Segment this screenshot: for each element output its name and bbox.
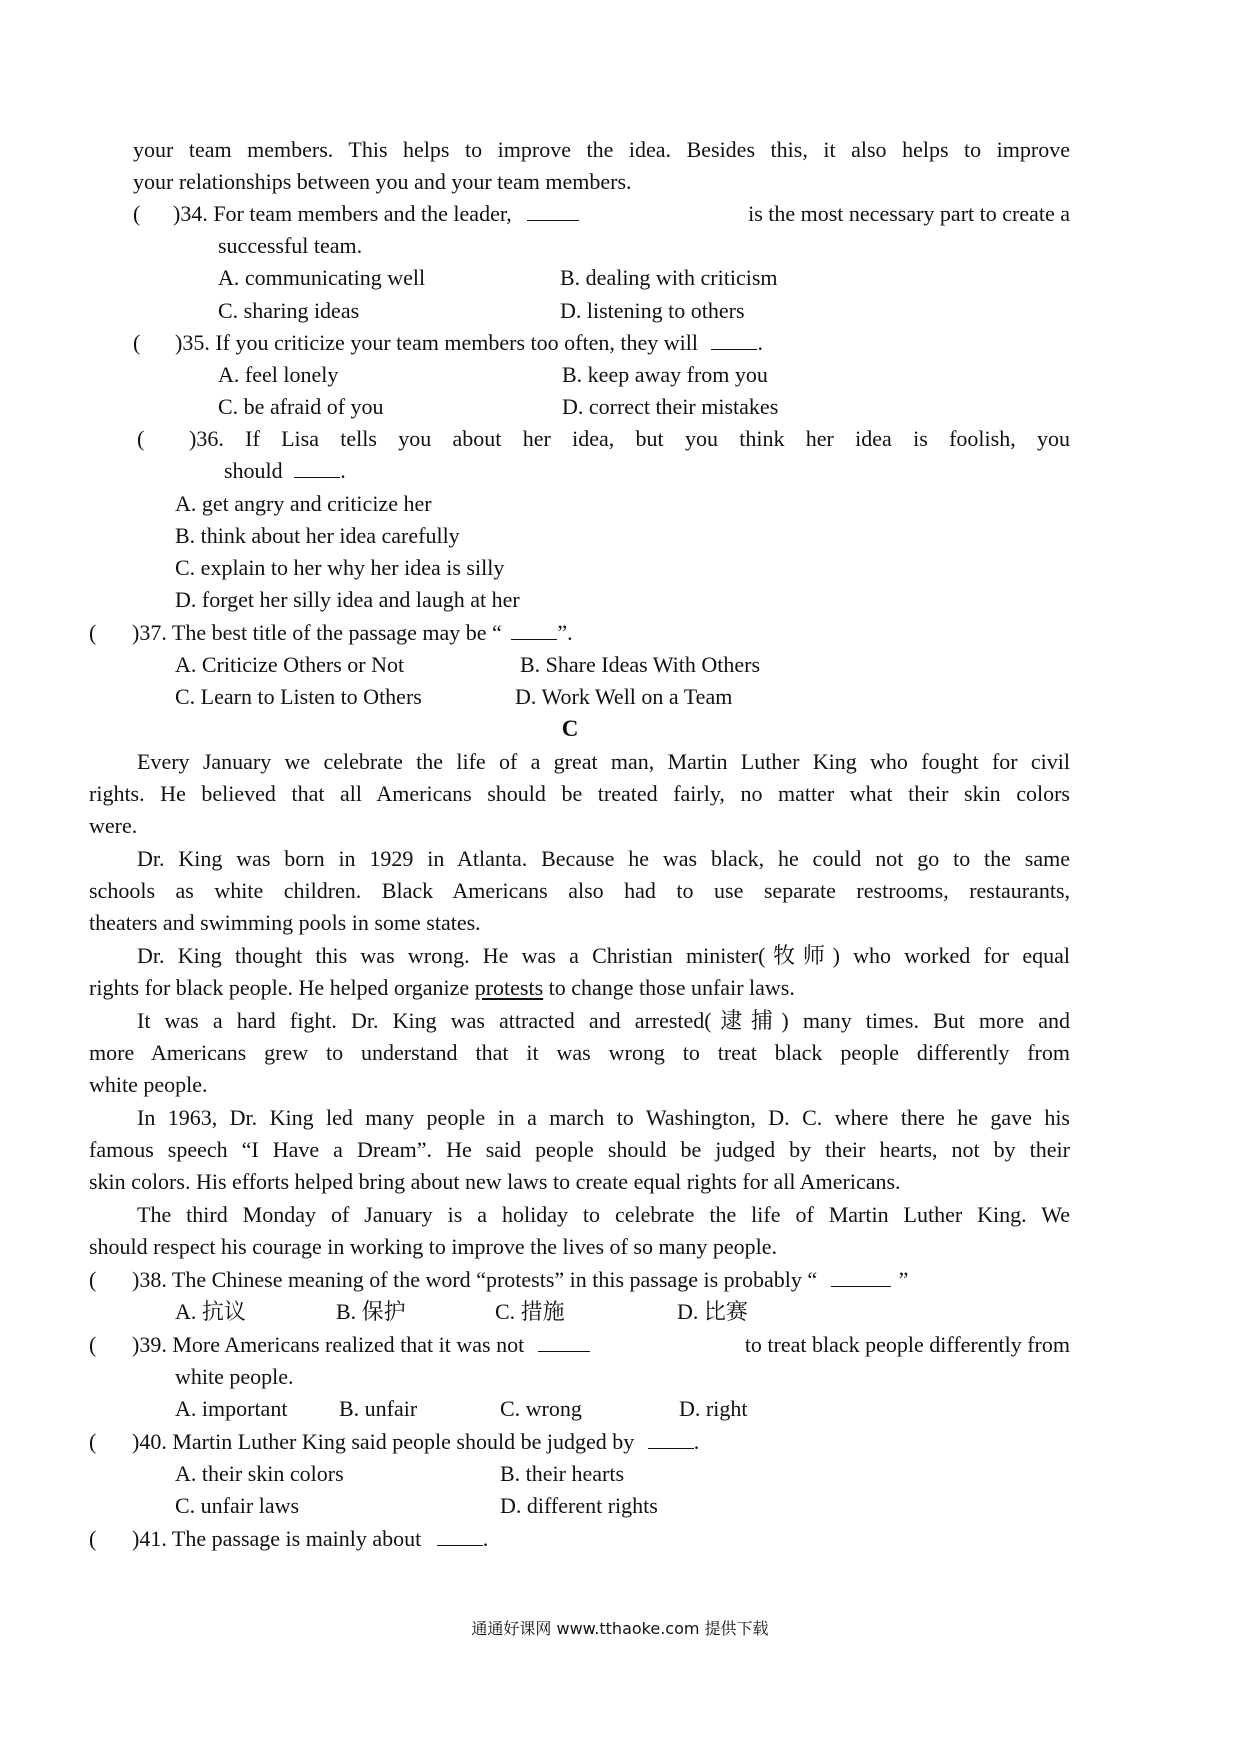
answer-paren: ( xyxy=(89,1332,97,1357)
question-39-option-c: C. wrong xyxy=(500,1396,582,1421)
question-37-option-c: C. Learn to Listen to Others xyxy=(175,684,422,709)
question-39-option-a: A. important xyxy=(175,1396,288,1421)
question-40-option-d: D. different rights xyxy=(500,1493,658,1518)
answer-blank xyxy=(538,1333,590,1352)
answer-paren: ( xyxy=(89,1267,97,1292)
passage-c-p5-line-3: skin colors. His efforts helped bring about new laws to create equal rights for all Americans. xyxy=(89,1169,901,1194)
question-40-stem: )40. Martin Luther King said people should be judged by xyxy=(132,1429,635,1454)
answer-blank xyxy=(511,621,557,640)
passage-c-p1-line-1: Every January we celebrate the life of a great man, Martin Luther King who fought for civil xyxy=(137,749,1070,774)
passage-c-p2-line-2: schools as white children. Black Americans also had to use separate restrooms, restaurants, xyxy=(89,878,1070,903)
question-34-option-d: D. listening to others xyxy=(560,298,745,323)
question-34-stem-cont: successful team. xyxy=(218,233,363,258)
question-35-end: . xyxy=(757,330,763,355)
answer-blank xyxy=(711,331,757,350)
passage-c-p5-line-1: In 1963, Dr. King led many people in a march to Washington, D. C. where there he gave his xyxy=(137,1105,1070,1130)
question-36-option-b: B. think about her idea carefully xyxy=(175,523,460,548)
question-38 xyxy=(89,1265,908,1295)
question-38-option-c: C. 措施 xyxy=(495,1299,565,1324)
passage-c-p6-line-1: The third Monday of January is a holiday to celebrate the life of Martin Luther King. We xyxy=(137,1202,1070,1227)
question-39-stem-a: )39. More Americans realized that it was not xyxy=(132,1332,525,1357)
passage-c-p4-line-2: more Americans grew to understand that it was wrong to treat black people differently from xyxy=(89,1040,1070,1065)
question-36-stem: )36. If Lisa tells you about her idea, but you think her idea is foolish, you xyxy=(189,426,1070,451)
passage-b-line-2: your relationships between you and your team members. xyxy=(133,169,632,194)
question-37 xyxy=(89,618,573,648)
question-38-option-a: A. 抗议 xyxy=(175,1299,246,1324)
question-40-option-a: A. their skin colors xyxy=(175,1461,344,1486)
passage-c-p1-line-2: rights. He believed that all Americans should be treated fairly, no matter what their skin colors xyxy=(89,781,1070,806)
answer-paren: ( xyxy=(89,620,97,645)
question-34-option-b: B. dealing with criticism xyxy=(560,265,778,290)
question-37-stem: )37. The best title of the passage may be “ xyxy=(132,620,502,645)
answer-paren: ( xyxy=(133,201,141,226)
passage-c-p3-text-b: to change those unfair laws. xyxy=(548,975,795,1000)
passage-c-p3-text-a: rights for black people. He helped organize xyxy=(89,975,470,1000)
question-34-stem-a: )34. For team members and the leader, xyxy=(173,201,512,226)
answer-paren: ( xyxy=(137,426,145,451)
question-36-end: . xyxy=(340,458,346,483)
question-36 xyxy=(137,424,1070,454)
question-36-option-a: A. get angry and criticize her xyxy=(175,491,432,516)
question-38-option-d: D. 比赛 xyxy=(677,1299,748,1324)
passage-c-p1-line-3: were. xyxy=(89,813,138,838)
passage-b-line-1: your team members. This helps to improve the idea. Besides this, it also helps to improve xyxy=(133,137,1070,162)
question-37-option-d: D. Work Well on a Team xyxy=(515,684,733,709)
passage-c-p4-line-1: It was a hard fight. Dr. King was attracted and arrested(逮捕) many times. But more and xyxy=(137,1008,1070,1033)
question-40-end: . xyxy=(693,1429,700,1454)
question-35 xyxy=(133,328,763,358)
answer-paren: ( xyxy=(89,1429,97,1454)
underlined-word-protests: protests xyxy=(474,975,544,1000)
question-35-option-d: D. correct their mistakes xyxy=(562,394,779,419)
question-35-option-b: B. keep away from you xyxy=(562,362,768,387)
section-c-heading: C xyxy=(561,716,579,741)
question-34-stem-b: is the most necessary part to create a xyxy=(748,201,1070,226)
question-39-stem-b: to treat black people differently from xyxy=(744,1332,1070,1357)
passage-c-p3-line-2 xyxy=(89,973,795,1003)
passage-c-p4-line-3: white people. xyxy=(89,1072,208,1097)
question-38-end: ” xyxy=(898,1267,909,1292)
question-35-option-c: C. be afraid of you xyxy=(218,394,384,419)
question-37-end: ”. xyxy=(557,620,573,645)
question-41 xyxy=(89,1524,488,1554)
answer-blank xyxy=(527,202,579,221)
question-38-option-b: B. 保护 xyxy=(336,1299,406,1324)
question-38-stem: )38. The Chinese meaning of the word “protests” in this passage is probably “ xyxy=(132,1267,818,1292)
answer-blank xyxy=(437,1527,483,1546)
question-40-option-b: B. their hearts xyxy=(500,1461,625,1486)
question-37-option-a: A. Criticize Others or Not xyxy=(175,652,405,677)
question-36-stem-cont: should xyxy=(224,458,283,483)
question-41-stem: )41. The passage is mainly about xyxy=(132,1526,422,1551)
answer-paren: ( xyxy=(89,1526,97,1551)
question-35-stem: )35. If you criticize your team members too often, they will xyxy=(175,330,698,355)
question-36-option-c: C. explain to her why her idea is silly xyxy=(175,555,505,580)
question-40 xyxy=(89,1427,699,1457)
passage-c-p5-line-2: famous speech “I Have a Dream”. He said people should be judged by their hearts, not by their xyxy=(89,1137,1070,1162)
question-39-option-b: B. unfair xyxy=(339,1396,418,1421)
question-39 xyxy=(89,1330,1070,1360)
question-39-stem-cont: white people. xyxy=(175,1364,294,1389)
page-footer: 通通好课网 www.tthaoke.com 提供下载 xyxy=(471,1619,769,1638)
question-36-stem-cont-line xyxy=(224,456,346,486)
passage-c-p2-line-1: Dr. King was born in 1929 in Atlanta. Because he was black, he could not go to the same xyxy=(137,846,1070,871)
answer-blank xyxy=(648,1430,694,1449)
question-36-option-d: D. forget her silly idea and laugh at her xyxy=(175,587,520,612)
passage-c-p6-line-2: should respect his courage in working to improve the lives of so many people. xyxy=(89,1234,777,1259)
passage-c-p2-line-3: theaters and swimming pools in some states. xyxy=(89,910,481,935)
question-37-option-b: B. Share Ideas With Others xyxy=(520,652,761,677)
question-34-option-a: A. communicating well xyxy=(218,265,426,290)
answer-paren: ( xyxy=(133,330,141,355)
question-39-option-d: D. right xyxy=(679,1396,748,1421)
question-34-option-c: C. sharing ideas xyxy=(218,298,360,323)
question-41-end: . xyxy=(482,1526,489,1551)
question-35-option-a: A. feel lonely xyxy=(218,362,339,387)
question-40-option-c: C. unfair laws xyxy=(175,1493,300,1518)
passage-c-p3-line-1: Dr. King thought this was wrong. He was a Christian minister(牧师) who worked for equal xyxy=(137,943,1070,968)
answer-blank xyxy=(294,459,340,478)
answer-blank xyxy=(831,1268,891,1287)
question-34 xyxy=(133,199,1070,229)
